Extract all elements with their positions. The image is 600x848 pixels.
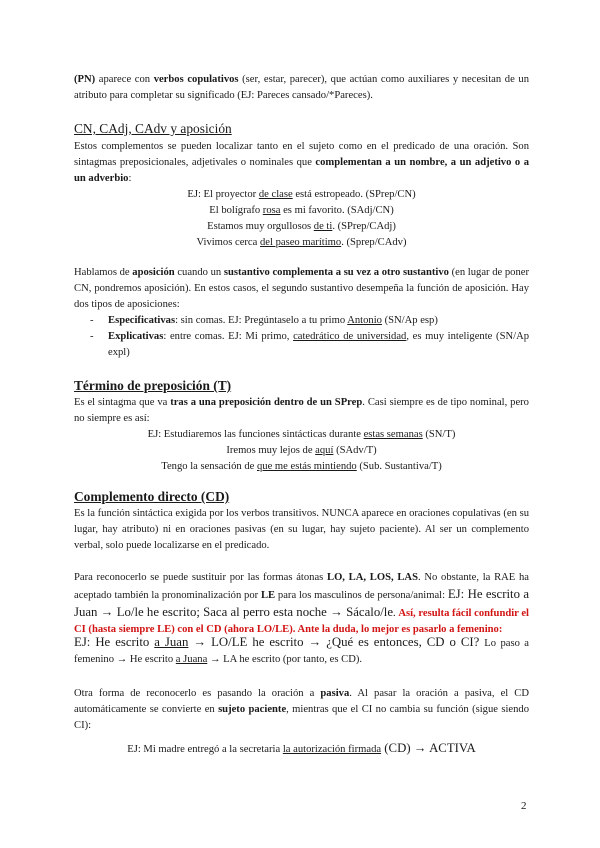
aposicion-paragraph: Hablamos de aposición cuando un sustantivo complementa a su vez a otro sustantivo (en lugar de poner CN, pondremos aposición). En estos casos, el segundo sustantivo desempeña la función de aposición. Hay dos tipos de aposiciones:: [74, 267, 529, 310]
pn-term: (PN): [74, 74, 96, 85]
example-line: EJ: Mi madre entregó a la secretaria la autorización firmada (CD) → ACTIVA: [127, 741, 476, 755]
cd-paragraph-2: Para reconocerlo se puede sustituir por las formas átonas LO, LA, LOS, LAS. No obstante, la RAE ha aceptado también la pronominalización por LE para los masculinos de persona/animal: EJ: He escrito a Juan → Lo/le he escrito; Saca al perro esta noche → Sácalo/le. Así, resulta fácil confundir el CI (hasta siempre LE) con el CD (ahora LO/LE). Ante la duda, lo mejor es pasarlo a femenino:: [74, 572, 530, 635]
cd-example: [74, 740, 529, 758]
page-number: 2: [521, 800, 527, 812]
list-item: - Explicativas: entre comas. EJ: Mi primo, catedrático de universidad, es muy inteligente (SN/Ap expl): [90, 331, 530, 358]
example-line: Vivimos cerca del paseo marítimo. (Sprep/CAdv): [196, 237, 407, 248]
intro-paragraph: (PN) aparece con verbos copulativos (ser, estar, parecer), que actúan como auxiliares y necesitan de un atributo para completar su significado (EJ: Pareces cansado/*Pareces).: [74, 74, 529, 101]
example-line: EJ: El proyector de clase está estropeado. (SPrep/CN): [187, 189, 416, 200]
list-item: - Especificativas: sin comas. EJ: Pregúntaselo a tu primo Antonio (SN/Ap esp): [90, 315, 438, 326]
cd-paragraph-3: EJ: He escrito a Juan → LO/LE he escrito → ¿Qué es entonces, CD o CI? Lo paso a femenino → He escrito a Juana → LA he escrito (por tanto, es CD).: [74, 635, 529, 665]
example-line: EJ: Estudiaremos las funciones sintácticas durante estas semanas (SN/T): [147, 429, 456, 440]
termino-examples: [74, 427, 529, 475]
aposicion-list: [74, 313, 529, 361]
cn-paragraph: Estos complementos se pueden localizar tanto en el sujeto como en el predicado de una oración. Son sintagmas preposicionales, adjetivales o nominales que complementan a un nombre, a un adjetivo o a un adverbio:: [74, 141, 530, 184]
heading-cd: Complemento directo (CD): [74, 489, 230, 504]
termino-paragraph: Es el sintagma que va tras a una preposición dentro de un SPrep. Casi siempre es de tipo nominal, pero no siempre es así:: [74, 397, 529, 424]
example-line: Tengo la sensación de que me estás mintiendo (Sub. Sustantiva/T): [161, 461, 442, 472]
example-line: El bolígrafo rosa es mi favorito. (SAdj/CN): [209, 205, 394, 216]
example-line: Iremos muy lejos de aquí (SAdv/T): [226, 445, 377, 456]
heading-cn-cadj-cadv: CN, CAdj, CAdv y aposición: [74, 121, 232, 136]
warning-note: Así, resulta fácil confundir el CI (hasta siempre LE) con el CD (ahora LO/LE). Ante la duda, lo mejor es pasarlo a femenino:: [74, 608, 530, 635]
verbos-copulativos: verbos copulativos: [153, 74, 239, 85]
heading-termino: Término de preposición (T): [74, 378, 232, 393]
example-line: Estamos muy orgullosos de ti. (SPrep/CAdj): [207, 221, 396, 232]
cd-paragraph-4: Otra forma de reconocerlo es pasando la oración a pasiva. Al pasar la oración a pasiva, el CD automáticamente se convierte en sujeto paciente, mientras que el CI no cambia su función (sigue siendo CI):: [74, 688, 529, 731]
cd-paragraph-1: Es la función sintáctica exigida por los verbos transitivos. NUNCA aparece en oraciones copulativas (en su lugar, hay atributo) ni en oraciones pasivas (en su lugar, hay sujeto paciente). Al ser un complemento verbal, solo puede localizarse en el predicado.: [74, 508, 529, 551]
cn-examples: [74, 187, 529, 251]
